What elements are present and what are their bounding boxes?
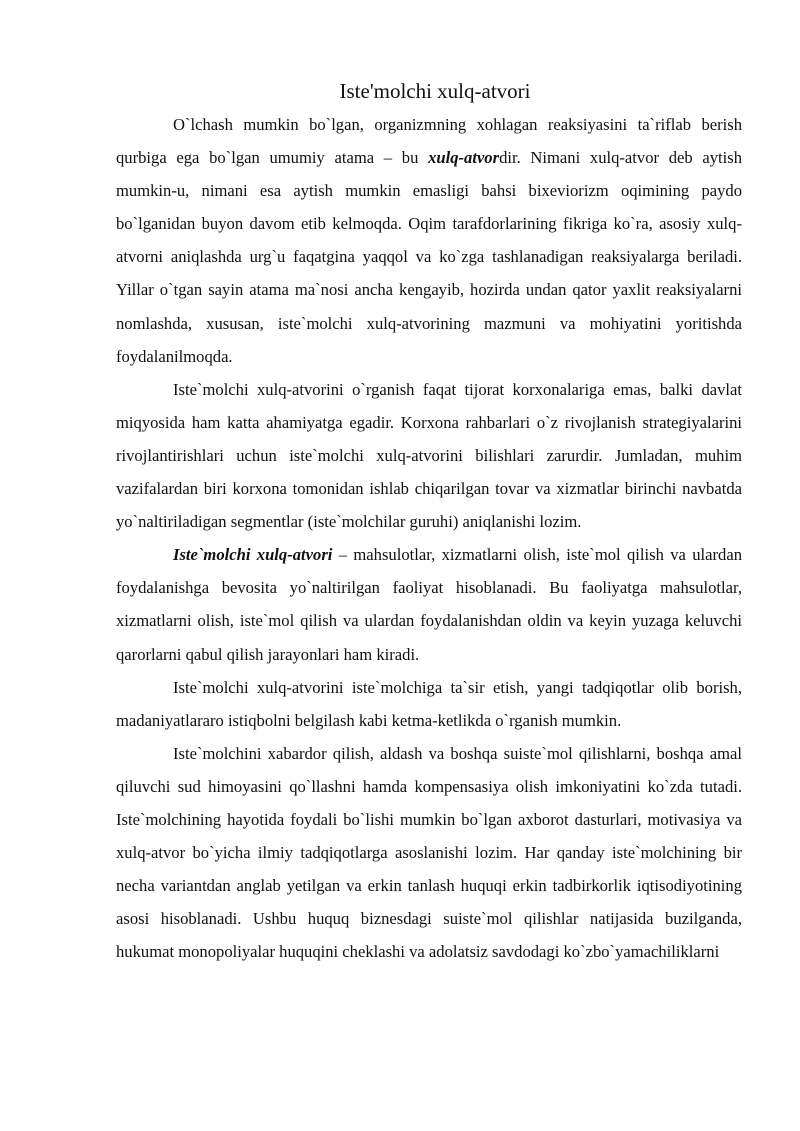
paragraph-2: Iste`molchi xulq-atvorini o`rganish faqat tijorat korxonalariga emas, balki davlat miqyosida ham katta ahamiyatga egadir. Korxona rahbarlari o`z rivojlanish strategiyalarini rivojlantirishlari uchun iste`molchi xulq-atvorini bilishlari zarurdir. Jumladan, muhim vazifalardan biri korxona tomonidan ishlab chiqarilgan tovar va xizmatlar birinchi navbatda yo`naltiriladigan segmentlar (iste`molchilar guruhi) aniqlanishi lozim. [116, 379, 742, 532]
paragraph-5: Iste`molchini xabardor qilish, aldash va boshqa suiste`mol qilishlarni, boshqa amal qiluvchi sud himoyasini qo`llashni hamda kompensasiya olish imkoniyatini ko`zda tutadi. Iste`molchining hayotida foydali bo`lishi mumkin bo`lgan axborot dasturlari, motivasiya va xulq-atvor bo`yicha ilmiy tadqiqotlarga asoslanishi lozim. Har qanday iste`molchining bir necha variantdan anglab yetilgan va erkin tanlash huquqi erkin tadbirkorlik iqtisodiyotining asosi hisoblanadi. Ushbu huquq biznesdagi suiste`mol qilishlar natijasida buzilganda, hukumat monopoliyalar huquqini cheklashi va adolatsiz savdodagi ko`zbo`yamachiliklarni [116, 743, 742, 962]
paragraph-1-after: dir. Nimani xulq-atvor deb aytish mumkin-u, nimani esa aytish mumkin emasligi bahsi bixeviorizm oqimining paydo bo`lganidan buyon davom etib kelmoqda. Oqim tarafdorlarining fikriga ko`ra, asosiy xulq-atvorni aniqlashda urg`u faqatgina yaqqol va ko`zga tashlanadigan reaksiyalarga beriladi. Yillar o`tgan sayin atama ma`nosi ancha kengayib, hozirda undan qator yaxlit reaksiyalarni nomlashda, xususan, iste`molchi xulq-atvorining mazmuni va mohiyatini yoritishda foydalanilmoqda. [116, 148, 743, 366]
paragraph-3 [116, 538, 742, 670]
term-xulq-atvor: xulq-atvor [428, 148, 500, 168]
term-istemolchi-xulq-atvori: Iste`molchi xulq-atvori [173, 545, 333, 565]
paragraph-1-before: O`lchash mumkin bo`lgan, organizmning xohlagan reaksiyasini ta`riflab berish qurbiga ega bo`lgan umumiy atama – bu [116, 115, 742, 168]
paragraph-3-after: – mahsulotlar, xizmatlarni olish, iste`mol qilish va ulardan foydalanishga bevosita yo`naltirilgan faoliyat hisoblanadi. Bu faoliyatga mahsulotlar, xizmatlarni olish, iste`mol qilish va ulardan foydalanishdan oldin va keyin yuzaga keluvchi qarorlarni qabul qilish jarayonlari ham kiradi. [116, 545, 742, 664]
paragraph-1 [116, 108, 742, 373]
page-title: Iste'molchi xulq-atvori [339, 79, 531, 103]
document-page [116, 76, 742, 968]
paragraph-4: Iste`molchi xulq-atvorini iste`molchiga ta`sir etish, yangi tadqiqotlar olib borish, madaniyatlararo istiqbolni belgilash kabi ketma-ketlikda o`rganish mumkin. [116, 677, 742, 730]
